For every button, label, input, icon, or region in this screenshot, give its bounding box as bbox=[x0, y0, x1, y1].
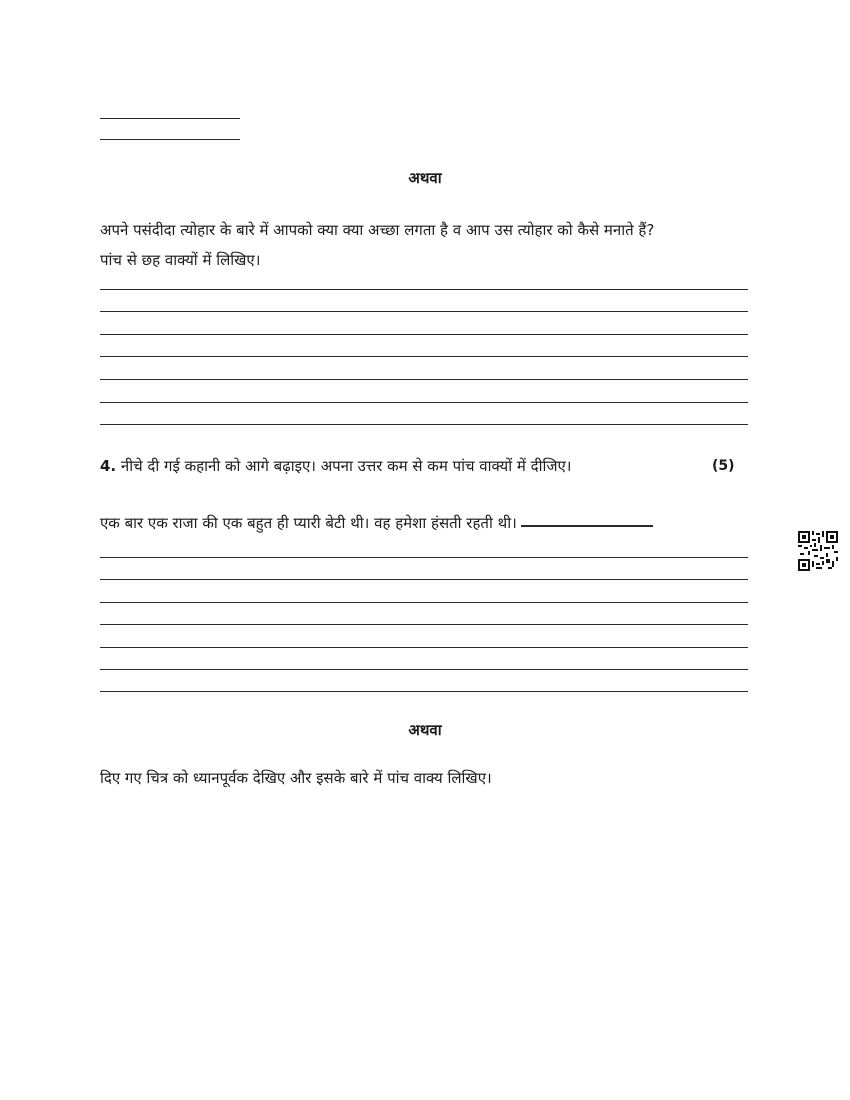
inline-answer-blank bbox=[521, 525, 653, 527]
or-heading: अथवा bbox=[408, 721, 442, 739]
answer-line bbox=[100, 311, 748, 312]
qr-code-icon bbox=[798, 531, 838, 571]
answer-line bbox=[100, 334, 748, 335]
answer-line bbox=[100, 669, 748, 670]
answer-line bbox=[100, 647, 748, 648]
answer-line bbox=[100, 402, 748, 403]
marks-badge: (5) bbox=[712, 458, 735, 474]
story-prompt bbox=[100, 513, 653, 533]
question-4 bbox=[100, 456, 571, 476]
answer-line bbox=[100, 118, 240, 119]
answer-line bbox=[100, 557, 748, 558]
answer-line bbox=[100, 579, 748, 580]
answer-line bbox=[100, 356, 748, 357]
answer-line bbox=[100, 602, 748, 603]
answer-line bbox=[100, 289, 748, 290]
picture-question-text: दिए गए चित्र को ध्यानपूर्वक देखिए और इसके बारे में पांच वाक्य लिखिए। bbox=[100, 769, 492, 787]
question-4-text: नीचे दी गई कहानी को आगे बढ़ाइए। अपना उत्तर कम से कम पांच वाक्यों में दीजिए। bbox=[120, 457, 572, 475]
question-text-line1: अपने पसंदीदा त्योहार के बारे में आपको क्या क्या अच्छा लगता है व आप उस त्योहार को कैसे मनाते हैं? bbox=[100, 221, 655, 239]
answer-line bbox=[100, 139, 240, 140]
answer-line bbox=[100, 379, 748, 380]
or-heading: अथवा bbox=[408, 169, 442, 187]
question-number: 4. bbox=[100, 457, 117, 475]
question-text-line2: पांच से छह वाक्यों में लिखिए। bbox=[100, 251, 261, 269]
answer-line bbox=[100, 624, 748, 625]
answer-line bbox=[100, 691, 748, 692]
answer-line bbox=[100, 424, 748, 425]
story-start-text: एक बार एक राजा की एक बहुत ही प्यारी बेटी थी। वह हमेशा हंसती रहती थी। bbox=[100, 514, 517, 532]
